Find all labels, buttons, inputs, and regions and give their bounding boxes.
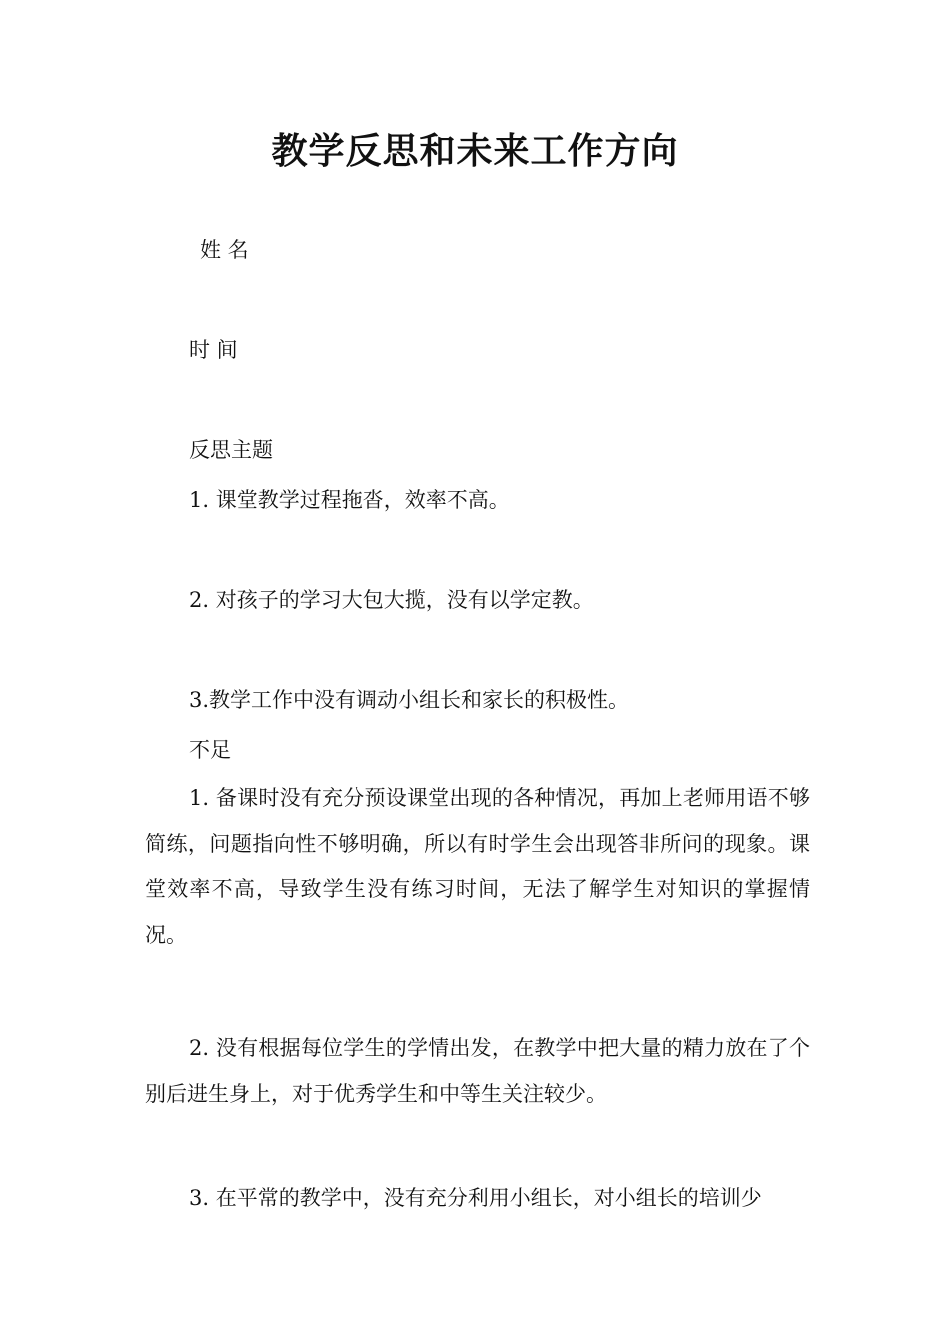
- time-label: 时 间: [189, 338, 238, 362]
- shortcoming-paragraph-1: 1. 备课时没有充分预设课堂出现的各种情况，再加上老师用语不够简练，问题指向性不够明确，所以有时学生会出现答非所问的现象。课堂效率不高，导致学生没有练习时间，无法了解学生对知识的掌握情况。: [145, 786, 810, 947]
- reflection-item-3: 3.教学工作中没有调动小组长和家长的积极性。: [189, 688, 630, 712]
- reflection-heading: 反思主题: [189, 438, 273, 462]
- name-label: 姓 名: [200, 238, 249, 262]
- reflection-item-1: 1. 课堂教学过程拖沓，效率不高。: [189, 488, 510, 512]
- shortcoming-paragraph-3: 3. 在平常的教学中，没有充分利用小组长，对小组长的培训少: [189, 1186, 762, 1210]
- shortcoming-paragraph-2: 2. 没有根据每位学生的学情出发，在教学中把大量的精力放在了个别后进生身上，对于优秀学生和中等生关注较少。: [145, 1036, 810, 1106]
- reflection-item-2: 2. 对孩子的学习大包大揽，没有以学定教。: [189, 588, 594, 612]
- document-title: 教学反思和未来工作方向: [271, 131, 679, 172]
- shortcomings-heading: 不足: [189, 738, 231, 762]
